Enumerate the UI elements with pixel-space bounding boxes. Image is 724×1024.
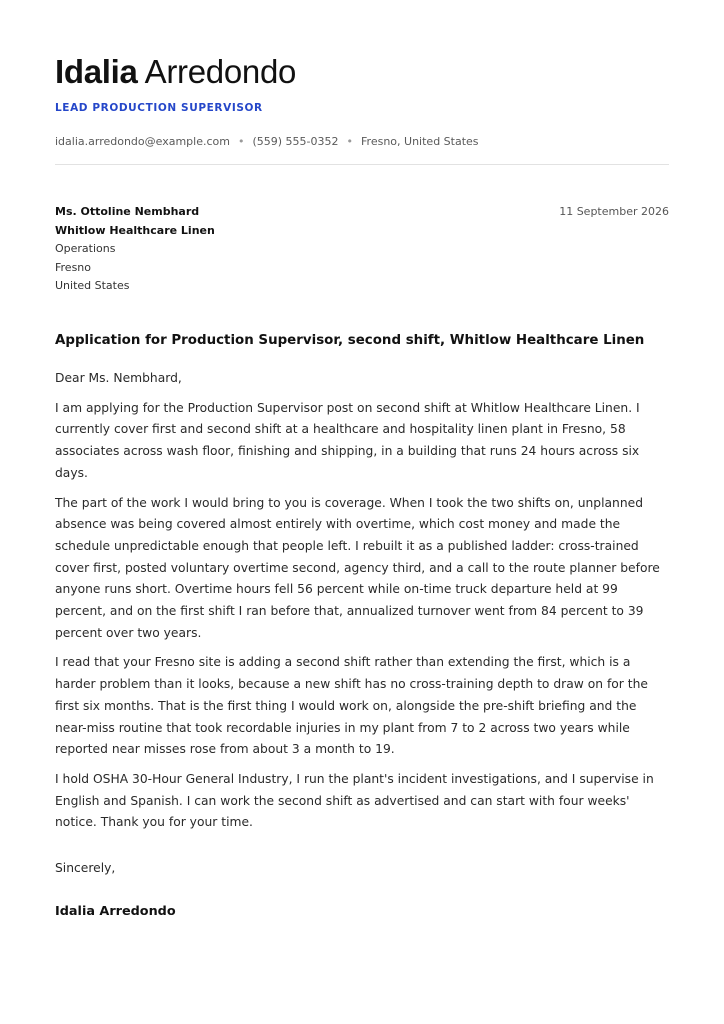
recipient-company: Whitlow Healthcare Linen [55,223,215,237]
recipient-city: Fresno [55,260,92,274]
applicant-name [55,52,669,92]
address-block [55,203,669,293]
recipient-department: Operations [55,242,116,256]
body-paragraph: I read that your Fresno site is adding a second shift rather than extending the first, which is a harder problem than it looks, because a new shift has no cross-training depth to draw on for the first six months. That is the first thing I would work on, alongside the pre-shift briefing and the near-miss routine that took recordable injuries in my plant from 7 to 2 across two years while reported near misses rose from about 3 a month to 19. [55,655,648,757]
applicant-last-name: Arredondo [144,53,297,90]
letter-date: 11 September 2026 [559,205,669,218]
contact-phone: (559) 555-0352 [252,135,339,148]
contact-location: Fresno, United States [361,135,479,148]
body-paragraph: The part of the work I would bring to you is coverage. When I took the two shifts on, unplanned absence was being covered almost entirely with overtime, which cost money and made the schedule unpredictable enough that people left. I rebuilt it as a published ladder: cross-trained cover first, posted voluntary overtime second, agency third, and a call to the route planner before anyone runs short. Overtime hours fell 56 percent while on-time truck departure held at 99 percent, and on the first shift I ran before that, annualized turnover went from 84 percent to 39 percent over two years. [55,495,660,640]
recipient-name: Ms. Ottoline Nembhard [55,205,200,218]
body-paragraph: I am applying for the Production Supervisor post on second shift at Whitlow Healthcare Linen. I currently cover first and second shift at a healthcare and hospitality linen plant in Fresno, 58 associates across wash floor, finishing and shipping, in a building that runs 24 hours across six days. [55,400,640,480]
body-paragraph: I hold OSHA 30-Hour General Industry, I run the plant's incident investigations, and I supervise in English and Spanish. I can work the second shift as advertised and can start with four weeks' notice. Thank you for your time. [55,771,654,830]
applicant-role: LEAD PRODUCTION SUPERVISOR [55,102,263,114]
contact-separator: • [237,135,245,148]
recipient-country: United States [55,279,130,293]
contact-email: idalia.arredondo@example.com [55,135,230,148]
salutation: Dear Ms. Nembhard, [55,371,182,385]
signature-name: Idalia Arredondo [55,903,176,919]
applicant-first-name: Idalia [55,53,138,90]
letter-subject: Application for Production Supervisor, second shift, Whitlow Healthcare Linen [55,333,645,348]
closing: Sincerely, [55,861,116,876]
header-divider [55,164,669,165]
contact-line [55,134,669,150]
contact-separator: • [346,135,354,148]
cover-letter [55,52,669,922]
